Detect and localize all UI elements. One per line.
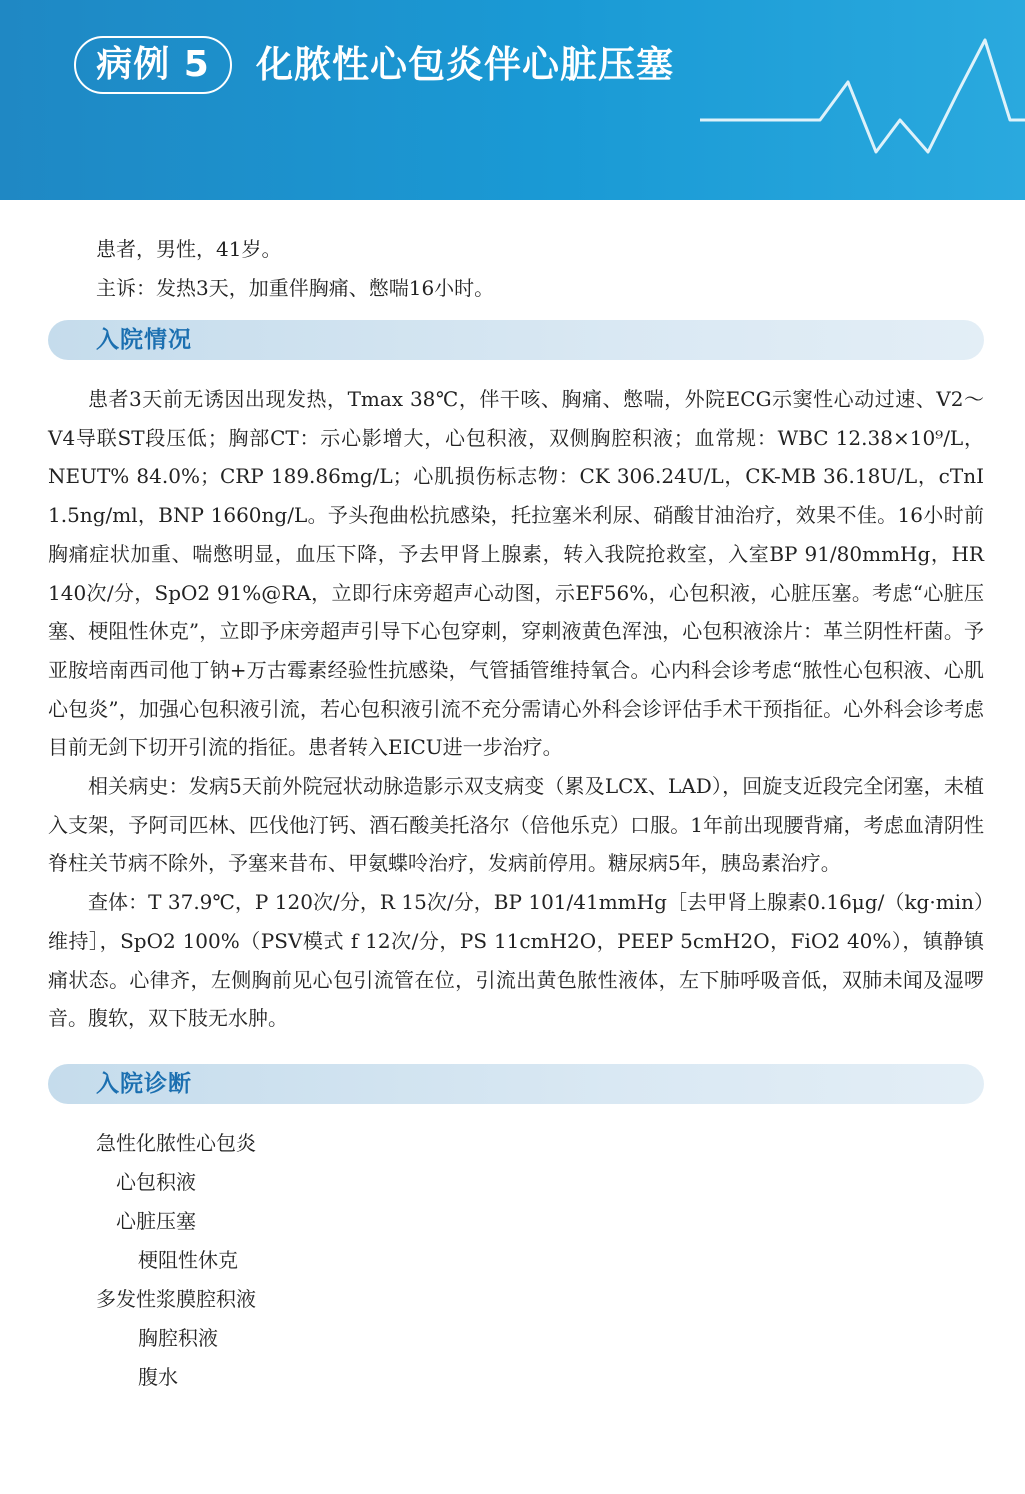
document-body <box>48 230 984 1397</box>
diagnosis-item: 急性化脓性心包炎 <box>96 1130 256 1155</box>
admission-text <box>48 380 984 1038</box>
diagnosis-item: 梗阻性休克 <box>138 1247 238 1272</box>
diagnosis-item: 心脏压塞 <box>116 1208 196 1233</box>
chief-complaint: 主诉：发热3天，加重伴胸痛、憋喘16小时。 <box>96 276 495 300</box>
diagnosis-item: 多发性浆膜腔积液 <box>96 1286 256 1311</box>
page-title: 化脓性心包炎伴心脏压塞 <box>256 43 674 86</box>
section-header-admission <box>48 320 984 360</box>
diagnosis-list <box>48 1124 984 1397</box>
header-banner <box>0 0 1025 200</box>
diagnosis-item: 腹水 <box>138 1364 178 1389</box>
section-header-diagnosis <box>48 1064 984 1104</box>
section-title: 入院诊断 <box>96 1070 192 1097</box>
patient-info: 患者，男性，41岁。 <box>96 237 282 261</box>
diagnosis-item: 心包积液 <box>116 1169 196 1194</box>
case-number-badge: 病例 5 <box>74 36 232 94</box>
paragraph-history: 患者3天前无诱因出现发热，Tmax 38℃，伴干咳、胸痛、憋喘，外院ECG示窦性心动过速、V2～V4导联ST段压低；胸部CT：示心影增大，心包积液，双侧胸腔积液；血常规：WBC 12.38×10⁹/L，NEUT% 84.0%；CRP 189.86mg/L；心肌损伤标志物：CK 306.24U/L，CK-MB 36.18U/L，cTnI 1.5ng/ml，BNP 1660ng/L。予头孢曲松抗感染，托拉塞米利尿、硝酸甘油治疗，效果不佳。16小时前胸痛症状加重、喘憋明显，血压下降，予去甲肾上腺素，转入我院抢救室，入室BP 91/80mmHg，HR 140次/分，SpO2 91%@RA，立即行床旁超声心动图，示EF56%，心包积液，心脏压塞。考虑“心脏压塞、梗阻性休克”，立即予床旁超声引导下心包穿刺，穿刺液黄色浑浊，心包积液涂片：革兰阴性杆菌。予亚胺培南西司他丁钠+万古霉素经验性抗感染，气管插管维持氧合。心内科会诊考虑“脓性心包积液、心肌心包炎”，加强心包积液引流，若心包积液引流不充分需请心外科会诊评估手术干预指征。心外科会诊考虑目前无剑下切开引流的指征。患者转入EICU进一步治疗。 <box>48 387 984 760</box>
diagnosis-item: 胸腔积液 <box>138 1325 218 1350</box>
paragraph-past-history: 相关病史：发病5天前外院冠状动脉造影示双支病变（累及LCX、LAD），回旋支近段完全闭塞，未植入支架，予阿司匹林、匹伐他汀钙、酒石酸美托洛尔（倍他乐克）口服。1年前出现腰背痛，考虑血清阴性脊柱关节病不除外，予塞来昔布、甲氨蝶呤治疗，发病前停用。糖尿病5年，胰岛素治疗。 <box>48 774 984 876</box>
section-title: 入院情况 <box>96 327 192 353</box>
paragraph-exam: 查体：T 37.9℃，P 120次/分，R 15次/分，BP 101/41mmHg［去甲肾上腺素0.16μg/（kg·min）维持］，SpO2 100%（PSV模式 f 12次/分，PS 11cmH2O，PEEP 5cmH2O，FiO2 40%），镇静镇痛状态。心律齐，左侧胸前见心包引流管在位，引流出黄色脓性液体，左下肺呼吸音低，双肺未闻及湿啰音。腹软，双下肢无水肿。 <box>48 890 984 1031</box>
ecg-line-icon <box>0 0 1025 200</box>
